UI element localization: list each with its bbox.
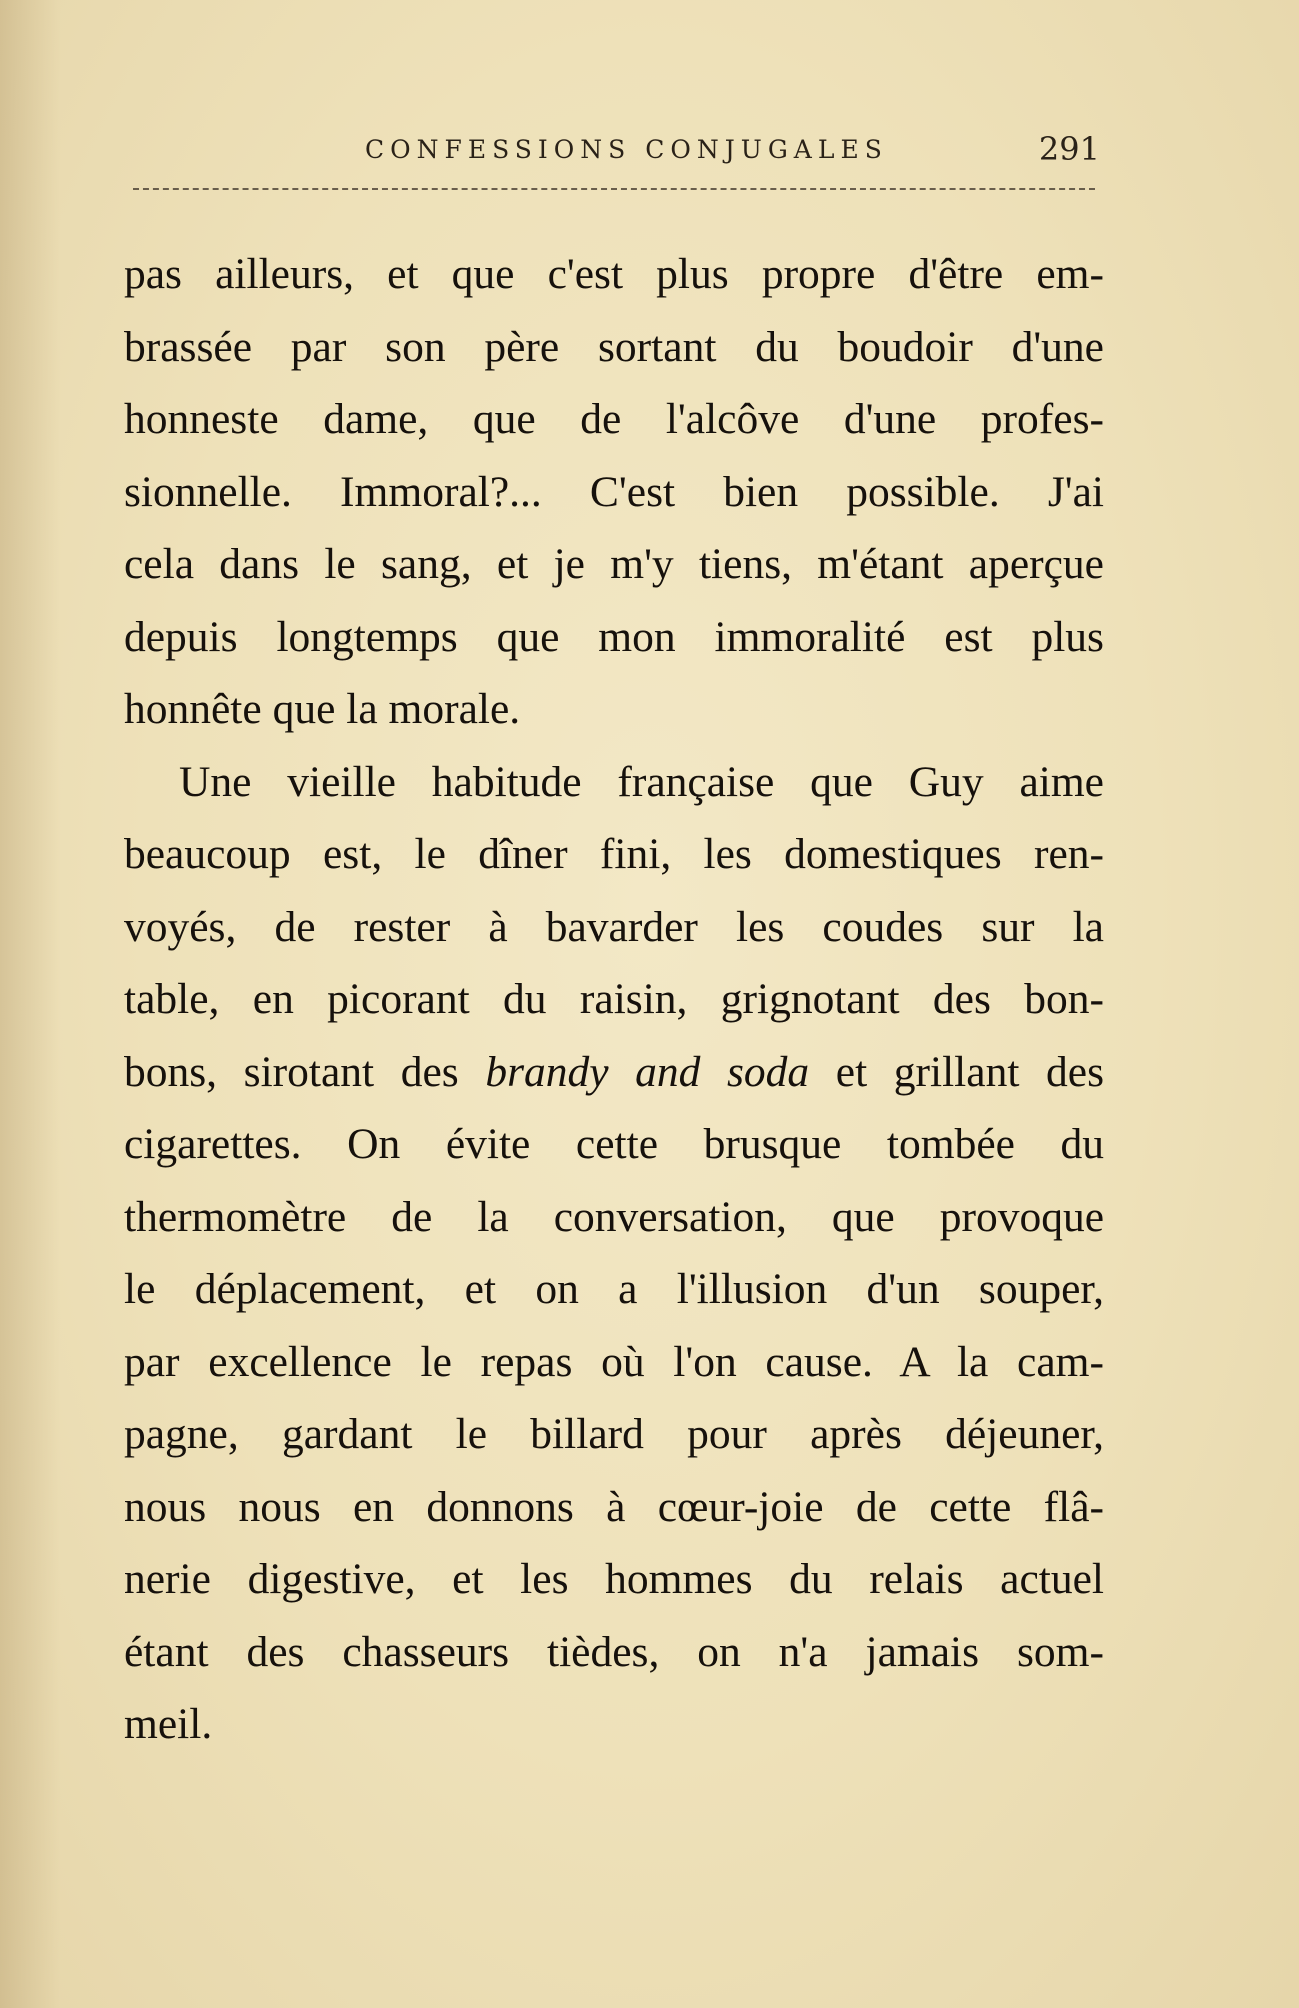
text-line: voyés, de rester à bavarder les coudes sur la bbox=[124, 902, 1104, 951]
text-line: sionnelle. Immoral?... C'est bien possible. J'ai bbox=[124, 467, 1104, 516]
paragraph-1 bbox=[124, 238, 1104, 746]
text-line: nous nous en donnons à cœur-joie de cette flâ- bbox=[124, 1482, 1104, 1531]
text-line: Une vieille habitude française que Guy aime bbox=[179, 757, 1104, 806]
text-line bbox=[124, 1036, 1104, 1109]
text-line: cigarettes. On évite cette brusque tombée du bbox=[124, 1120, 1104, 1168]
text-run: bons, sirotant des bbox=[124, 1047, 486, 1096]
italic-text-run: brandy and soda bbox=[485, 1047, 810, 1096]
text-line: beaucoup est, le dîner fini, les domestiques ren- bbox=[124, 830, 1104, 878]
paragraph-2 bbox=[124, 746, 1104, 1761]
text-line: thermomètre de la conversation, que provoque bbox=[124, 1192, 1104, 1241]
text-line: brassée par son père sortant du boudoir d'une bbox=[124, 322, 1104, 371]
header-rule bbox=[133, 188, 1095, 190]
page-number: 291 bbox=[1038, 130, 1100, 168]
text-line: table, en picorant du raisin, grignotant des bon- bbox=[124, 975, 1104, 1023]
text-line: le déplacement, et on a l'illusion d'un souper, bbox=[124, 1265, 1104, 1313]
text-line: cela dans le sang, et je m'y tiens, m'étant aperçue bbox=[124, 540, 1104, 588]
running-head bbox=[130, 130, 1100, 180]
text-line: nerie digestive, et les hommes du relais actuel bbox=[124, 1555, 1104, 1603]
text-line: pas ailleurs, et que c'est plus propre d'être em- bbox=[124, 250, 1104, 298]
body-text bbox=[124, 238, 1104, 1761]
text-line: meil. bbox=[124, 1700, 213, 1748]
text-run: et grillant des bbox=[809, 1047, 1104, 1096]
text-line: étant des chasseurs tièdes, on n'a jamais som- bbox=[124, 1627, 1104, 1676]
text-line: honnête que la morale. bbox=[124, 685, 521, 733]
text-line: honneste dame, que de l'alcôve d'une profes- bbox=[124, 395, 1104, 443]
running-title: CONFESSIONS CONJUGALES bbox=[365, 135, 888, 164]
text-line: depuis longtemps que mon immoralité est plus bbox=[124, 612, 1104, 661]
text-line: pagne, gardant le billard pour après déjeuner, bbox=[124, 1410, 1104, 1458]
text-line: par excellence le repas où l'on cause. A la cam- bbox=[124, 1337, 1104, 1386]
